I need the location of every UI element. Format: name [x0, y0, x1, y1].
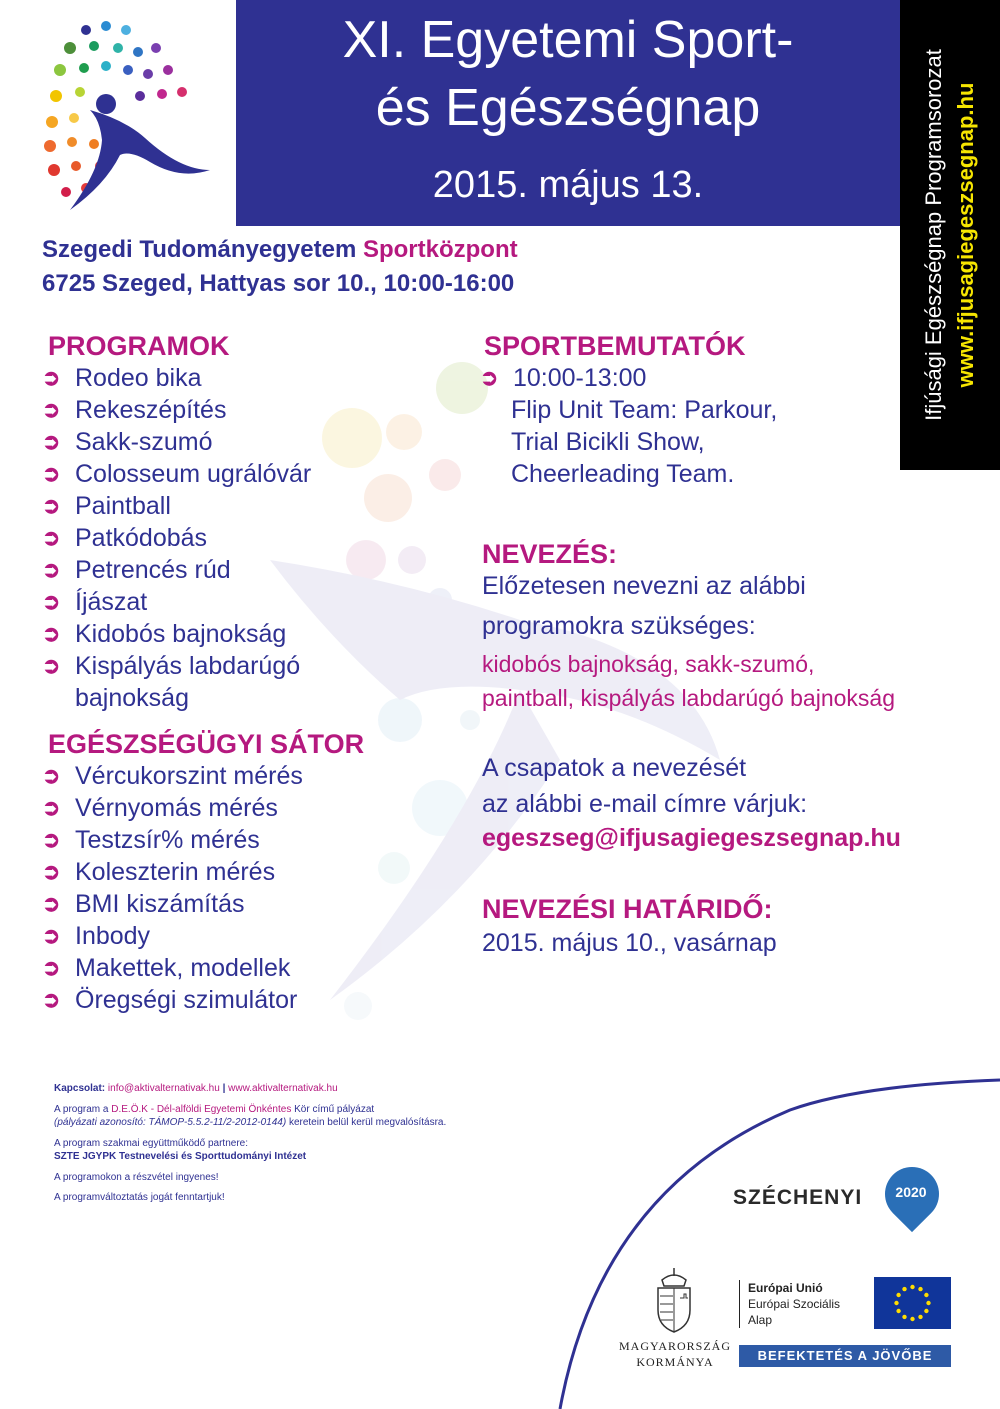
- shows-list: [480, 362, 880, 394]
- arrow-icon: ➲: [42, 923, 61, 948]
- footer-program-info: A program a D.E.Ö.K - Dél-alföldi Egyetemi Önkéntes Kör című pályázat: [54, 1104, 375, 1115]
- arrow-icon: ➲: [42, 493, 61, 518]
- venue-center: Sportközpont: [362, 236, 518, 263]
- event-title-line1: XI. Egyetemi Sport-: [342, 11, 794, 69]
- shows-line: Trial Bicikli Show,: [511, 428, 705, 456]
- list-item: ➲ Paintball: [42, 492, 171, 520]
- arrow-icon: ➲: [42, 987, 61, 1012]
- venue-line1: [42, 234, 518, 266]
- arrow-icon: ➲: [42, 955, 61, 980]
- arrow-icon: ➲: [42, 891, 61, 916]
- list-item: ➲ Vércukorszint mérés: [42, 762, 303, 790]
- venue-university: Szegedi Tudományegyetem: [42, 236, 357, 263]
- list-item: ➲ Öregségi szimulátor: [42, 986, 298, 1014]
- list-item: ➲ Kidobós bajnokság: [42, 620, 287, 648]
- arrow-icon: ➲: [42, 365, 61, 390]
- eu-slogan-banner: BEFEKTETÉS A JÖVŐBE: [739, 1345, 951, 1367]
- arrow-icon: ➲: [42, 461, 61, 486]
- arrow-icon: ➲: [42, 763, 61, 788]
- programs-heading: PROGRAMOK: [48, 331, 230, 361]
- list-item: ➲ Inbody: [42, 922, 151, 950]
- list-item: ➲ BMI kiszámítás: [42, 890, 245, 918]
- registration-email-link[interactable]: egeszseg@ifjusagiegeszsegnap.hu: [482, 824, 901, 852]
- shows-line: Flip Unit Team: Parkour,: [511, 396, 778, 424]
- footer-changes: A programváltoztatás jogát fenntartjuk!: [54, 1192, 225, 1203]
- list-item: ➲ Rekeszépítés: [42, 396, 227, 424]
- event-logo: [30, 20, 230, 220]
- arrow-icon: ➲: [42, 653, 61, 678]
- registration-text: Előzetesen nevezni az alábbi: [482, 572, 806, 600]
- list-item: ➲ Kispályás labdarúgó bajnokság: [42, 652, 301, 712]
- contact-web-link[interactable]: www.aktivalternativak.hu: [228, 1083, 338, 1094]
- eu-stars-icon: [874, 1277, 951, 1329]
- footer-free: A programokon a részvétel ingyenes!: [54, 1172, 219, 1183]
- registration-team-text: az alábbi e-mail címre várjuk:: [482, 790, 808, 818]
- registration-text: programokra szükséges:: [482, 612, 756, 640]
- government-label: MAGYARORSZÁG KORMÁNYA: [618, 1339, 731, 1369]
- arrow-icon: ➲: [42, 397, 61, 422]
- arrow-icon: ➲: [42, 525, 61, 550]
- deadline-date: 2015. május 10., vasárnap: [482, 929, 777, 957]
- list-item: ➲ Koleszterin mérés: [42, 858, 276, 886]
- szechenyi-year: 2020: [895, 1184, 927, 1200]
- arrow-icon: ➲: [42, 589, 61, 614]
- list-item: ➲ 10:00-13:00: [480, 364, 647, 392]
- event-date: 2015. május 13.: [432, 164, 704, 206]
- series-website-link[interactable]: www.ifjusagiegeszsegnap.hu: [953, 82, 978, 388]
- list-item: ➲ Vérnyomás mérés: [42, 794, 278, 822]
- arrow-icon: ➲: [42, 429, 61, 454]
- contact-email-link[interactable]: info@aktivalternativak.hu: [107, 1083, 220, 1094]
- list-item: ➲ Colosseum ugrálóvár: [42, 460, 312, 488]
- list-item: ➲ Makettek, modellek: [42, 954, 291, 982]
- list-item: ➲ Sakk-szumó: [42, 428, 213, 456]
- list-item: ➲ Patkódobás: [42, 524, 208, 552]
- footer-partner-label: A program szakmai együttműködő partnere:: [54, 1138, 248, 1149]
- arrow-icon: ➲: [42, 827, 61, 852]
- venue-address: 6725 Szeged, Hattyas sor 10., 10:00-16:00: [42, 270, 515, 297]
- list-item: ➲ Íjászat: [42, 588, 148, 616]
- footer-program-id: (pályázati azonosító: TÁMOP-5.5.2-11/2-2012-0144) keretein belül kerül megvalósításra.: [54, 1117, 447, 1128]
- registration-programs: paintball, kispályás labdarúgó bajnokság: [482, 685, 896, 711]
- shows-heading: SPORTBEMUTATÓK: [484, 331, 746, 361]
- deadline-heading: NEVEZÉSI HATÁRIDŐ:: [482, 894, 773, 924]
- arrow-icon: ➲: [42, 859, 61, 884]
- event-title-line2: és Egészségnap: [375, 79, 761, 137]
- arrow-icon: ➲: [42, 621, 61, 646]
- list-item: ➲ Petrencés rúd: [42, 556, 231, 584]
- szechenyi-logo-text: SZÉCHENYI: [733, 1186, 863, 1209]
- health-heading: EGÉSZSÉGÜGYI SÁTOR: [48, 729, 365, 759]
- coat-of-arms-icon: [654, 1268, 694, 1334]
- registration-programs: kidobós bajnokság, sakk-szumó,: [482, 651, 815, 677]
- registration-team-text: A csapatok a nevezését: [482, 754, 747, 782]
- arrow-icon: ➲: [42, 795, 61, 820]
- header-banner: [236, 0, 900, 226]
- series-name: Ifjúsági Egészségnap Programsorozat: [921, 49, 946, 421]
- arrow-icon: ➲: [42, 557, 61, 582]
- eu-label: Európai Unió Európai Szociális Alap: [739, 1280, 878, 1328]
- footer-partner-name: SZTE JGYPK Testnevelési és Sporttudományi Intézet: [54, 1151, 307, 1162]
- footer-contact: Kapcsolat: info@aktivalternativak.hu | www.aktivalternativak.hu: [54, 1083, 338, 1094]
- arrow-icon: ➲: [480, 365, 499, 390]
- eu-flag-icon: [874, 1277, 951, 1329]
- registration-heading: NEVEZÉS:: [482, 539, 618, 569]
- programs-list: [42, 362, 402, 714]
- list-item: ➲ Testzsír% mérés: [42, 826, 260, 854]
- shows-line: Cheerleading Team.: [511, 460, 735, 488]
- series-sidebar: [900, 0, 1000, 470]
- health-list: [42, 760, 402, 1016]
- list-item: ➲ Rodeo bika: [42, 364, 202, 392]
